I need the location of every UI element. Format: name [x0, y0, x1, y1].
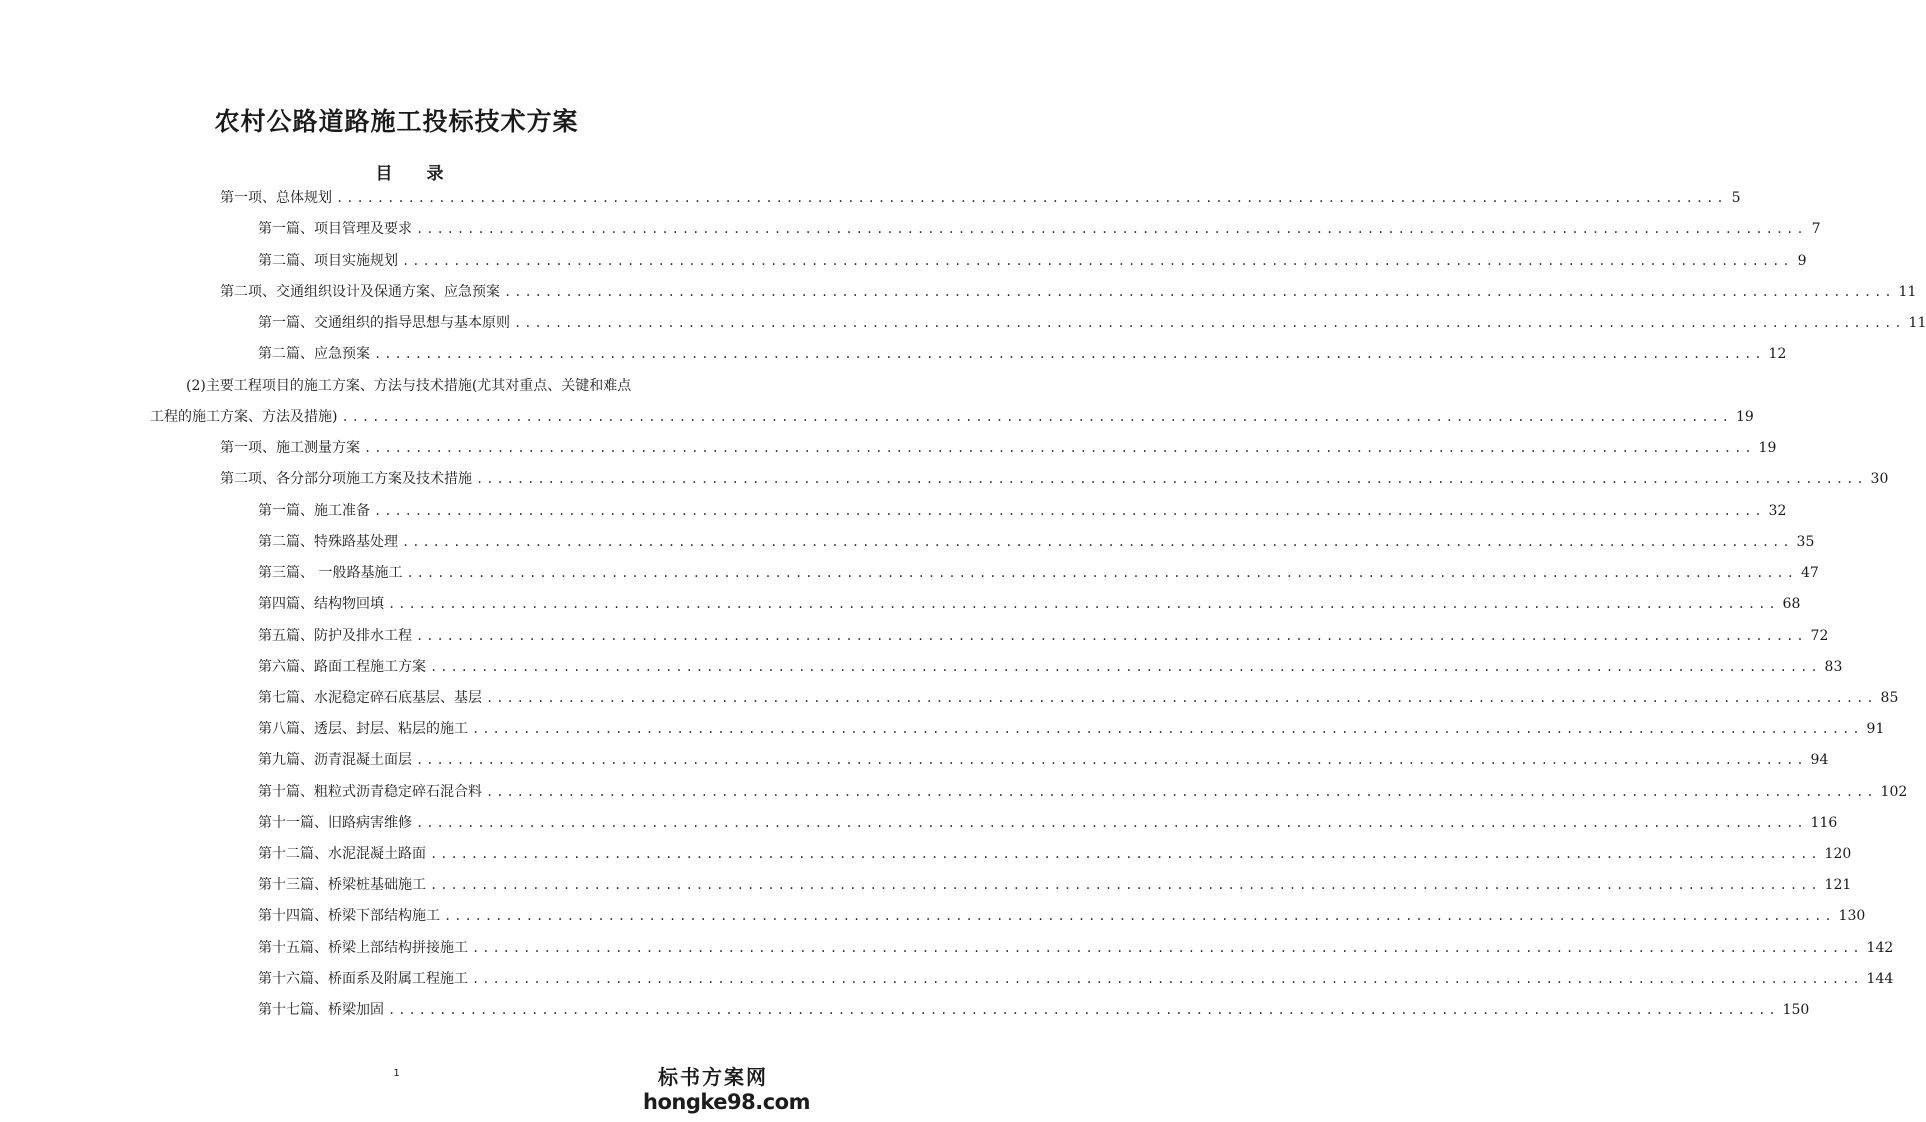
toc-entry-label: 第六篇、路面工程施工方案 [258, 659, 426, 675]
document-title: 农村公路道路施工投标技术方案 [214, 107, 579, 136]
toc-entry-page: 32 [1768, 503, 1787, 519]
toc-entry-label: 工程的施工方案、方法及措施) [150, 409, 338, 425]
toc-entry-label: 第一篇、交通组织的指导思想与基本原则 [258, 315, 510, 331]
toc-entry-label: 第二篇、应急预案 [258, 346, 370, 362]
toc-leader-dots [430, 875, 1821, 895]
toc-leader-dots [388, 1000, 1779, 1020]
toc-entry-label: 第一篇、项目管理及要求 [258, 221, 412, 237]
toc-entry[interactable] [258, 844, 1852, 864]
watermark-name: 标书方案网 [658, 1065, 768, 1089]
toc-entry[interactable] [220, 188, 1741, 208]
toc-entry-label: 第十六篇、桥面系及附属工程施工 [258, 971, 468, 987]
watermark [643, 1064, 810, 1114]
toc-entry-page: 91 [1866, 721, 1885, 737]
toc-entry-page: 83 [1824, 659, 1843, 675]
toc-entry-label: 第二项、交通组织设计及保通方案、应急预案 [220, 284, 500, 300]
toc-entry-page: 130 [1838, 908, 1866, 924]
toc-entry-label: 第十七篇、桥梁加固 [258, 1002, 384, 1018]
toc-leader-dots [388, 594, 1779, 614]
toc-entry-page: 9 [1797, 253, 1807, 269]
toc-entry-label: 第二篇、项目实施规划 [258, 253, 398, 269]
toc-leader-dots [416, 750, 1807, 770]
toc-entry-page: 144 [1866, 971, 1894, 987]
toc-leader-dots [486, 782, 1877, 802]
toc-entry-page: 120 [1824, 846, 1852, 862]
toc-entry[interactable] [258, 875, 1852, 895]
toc-leader-dots [476, 469, 1867, 489]
toc-entry[interactable] [258, 813, 1838, 833]
toc-entry-label: 第二篇、特殊路基处理 [258, 534, 398, 550]
toc-leader-dots [472, 969, 1863, 989]
toc-entry[interactable] [258, 719, 1885, 739]
toc-entry-label: 第一篇、施工准备 [258, 503, 370, 519]
toc-entry[interactable] [258, 1000, 1810, 1020]
toc-entry[interactable] [258, 938, 1894, 958]
toc-leader-dots [416, 626, 1807, 646]
toc-entry[interactable] [220, 282, 1917, 302]
toc-entry-page: 12 [1768, 346, 1787, 362]
toc-leader-dots [472, 938, 1863, 958]
toc-entry[interactable] [258, 750, 1829, 770]
toc-entry-page: 35 [1796, 534, 1815, 550]
toc-entry-label: 第八篇、透层、封层、粘层的施工 [258, 721, 468, 737]
toc-entry[interactable] [258, 563, 1819, 583]
toc-entry-label-line1[interactable]: (2)主要工程项目的施工方案、方法与技术措施(尤其对重点、关键和难点 [186, 378, 632, 394]
toc-entry-page: 116 [1810, 815, 1838, 831]
toc-entry[interactable] [150, 407, 1754, 427]
toc-entry-page: 7 [1811, 221, 1821, 237]
toc-leader-dots [364, 438, 1755, 458]
toc-leader-dots [374, 344, 1765, 364]
toc-entry-page: 121 [1824, 877, 1852, 893]
toc-entry-label: 第二项、各分部分项施工方案及技术措施 [220, 471, 472, 487]
toc-leader-dots [504, 282, 1895, 302]
toc-entry-page: 68 [1782, 596, 1801, 612]
toc-entry-page: 11 [1898, 284, 1917, 300]
toc-leader-dots [514, 313, 1905, 333]
page-number: 1 [393, 1068, 400, 1079]
toc-entry-label: 第一项、施工测量方案 [220, 440, 360, 456]
toc-leader-dots [472, 719, 1863, 739]
toc-entry[interactable] [258, 594, 1801, 614]
toc-leader-dots [402, 532, 1793, 552]
toc-leader-dots [416, 813, 1807, 833]
toc-entry[interactable] [258, 906, 1866, 926]
toc-entry-label: 第十三篇、桥梁桩基础施工 [258, 877, 426, 893]
toc-leader-dots [430, 844, 1821, 864]
toc-entry[interactable] [258, 219, 1821, 239]
watermark-url: hongke98.com [643, 1090, 810, 1114]
toc-entry[interactable] [220, 438, 1777, 458]
toc-entry[interactable] [258, 313, 1926, 333]
toc-leader-dots [430, 657, 1821, 677]
toc-leader-dots [402, 251, 1793, 271]
toc-entry-label: 第十一篇、旧路病害维修 [258, 815, 412, 831]
toc-entry[interactable] [258, 251, 1807, 271]
toc-leader-dots [416, 219, 1807, 239]
toc-leader-dots [406, 563, 1797, 583]
toc-entry-label: 第四篇、结构物回填 [258, 596, 384, 612]
toc-entry-label: 第五篇、防护及排水工程 [258, 628, 412, 644]
toc-entry-page: 47 [1801, 565, 1819, 581]
toc-entry-page: 19 [1736, 409, 1754, 425]
toc-entry[interactable] [258, 501, 1787, 521]
toc-entry-label: 第十二篇、水泥混凝土路面 [258, 846, 426, 862]
toc-entry[interactable] [258, 969, 1894, 989]
toc-entry-label: 第七篇、水泥稳定碎石底基层、基层 [258, 690, 482, 706]
toc-entry[interactable] [220, 469, 1889, 489]
toc-entry-page: 102 [1880, 784, 1908, 800]
toc-entry-page: 5 [1731, 190, 1741, 206]
toc-entry-page: 72 [1810, 628, 1829, 644]
toc-leader-dots [336, 188, 1727, 208]
toc-heading: 目 录 [375, 164, 458, 184]
toc-entry-label: 第九篇、沥青混凝土面层 [258, 752, 412, 768]
toc-entry-label: 第三篇、 一般路基施工 [258, 565, 403, 581]
toc-entry[interactable] [258, 532, 1815, 552]
toc-entry-label: 第十篇、粗粒式沥青稳定碎石混合料 [258, 784, 482, 800]
toc-entry[interactable] [258, 688, 1899, 708]
toc-entry-label: 第十五篇、桥梁上部结构拼接施工 [258, 940, 468, 956]
toc-leader-dots [486, 688, 1877, 708]
toc-leader-dots [374, 501, 1765, 521]
toc-entry-page: 19 [1758, 440, 1777, 456]
toc-entry[interactable] [258, 344, 1787, 364]
toc-entry[interactable] [258, 626, 1829, 646]
toc-entry-page: 85 [1880, 690, 1899, 706]
toc-entry-page: 30 [1870, 471, 1889, 487]
toc-leader-dots [444, 906, 1835, 926]
toc-entry-page: 150 [1782, 1002, 1810, 1018]
toc-entry[interactable] [258, 657, 1843, 677]
toc-entry-label: 第一项、总体规划 [220, 190, 332, 206]
toc-entry-label: 第十四篇、桥梁下部结构施工 [258, 908, 440, 924]
toc-leader-dots [341, 407, 1732, 427]
toc-entry-page: 142 [1866, 940, 1894, 956]
toc-entry-page: 11 [1908, 315, 1926, 331]
toc-entry-page: 94 [1810, 752, 1829, 768]
toc-entry[interactable] [258, 782, 1908, 802]
